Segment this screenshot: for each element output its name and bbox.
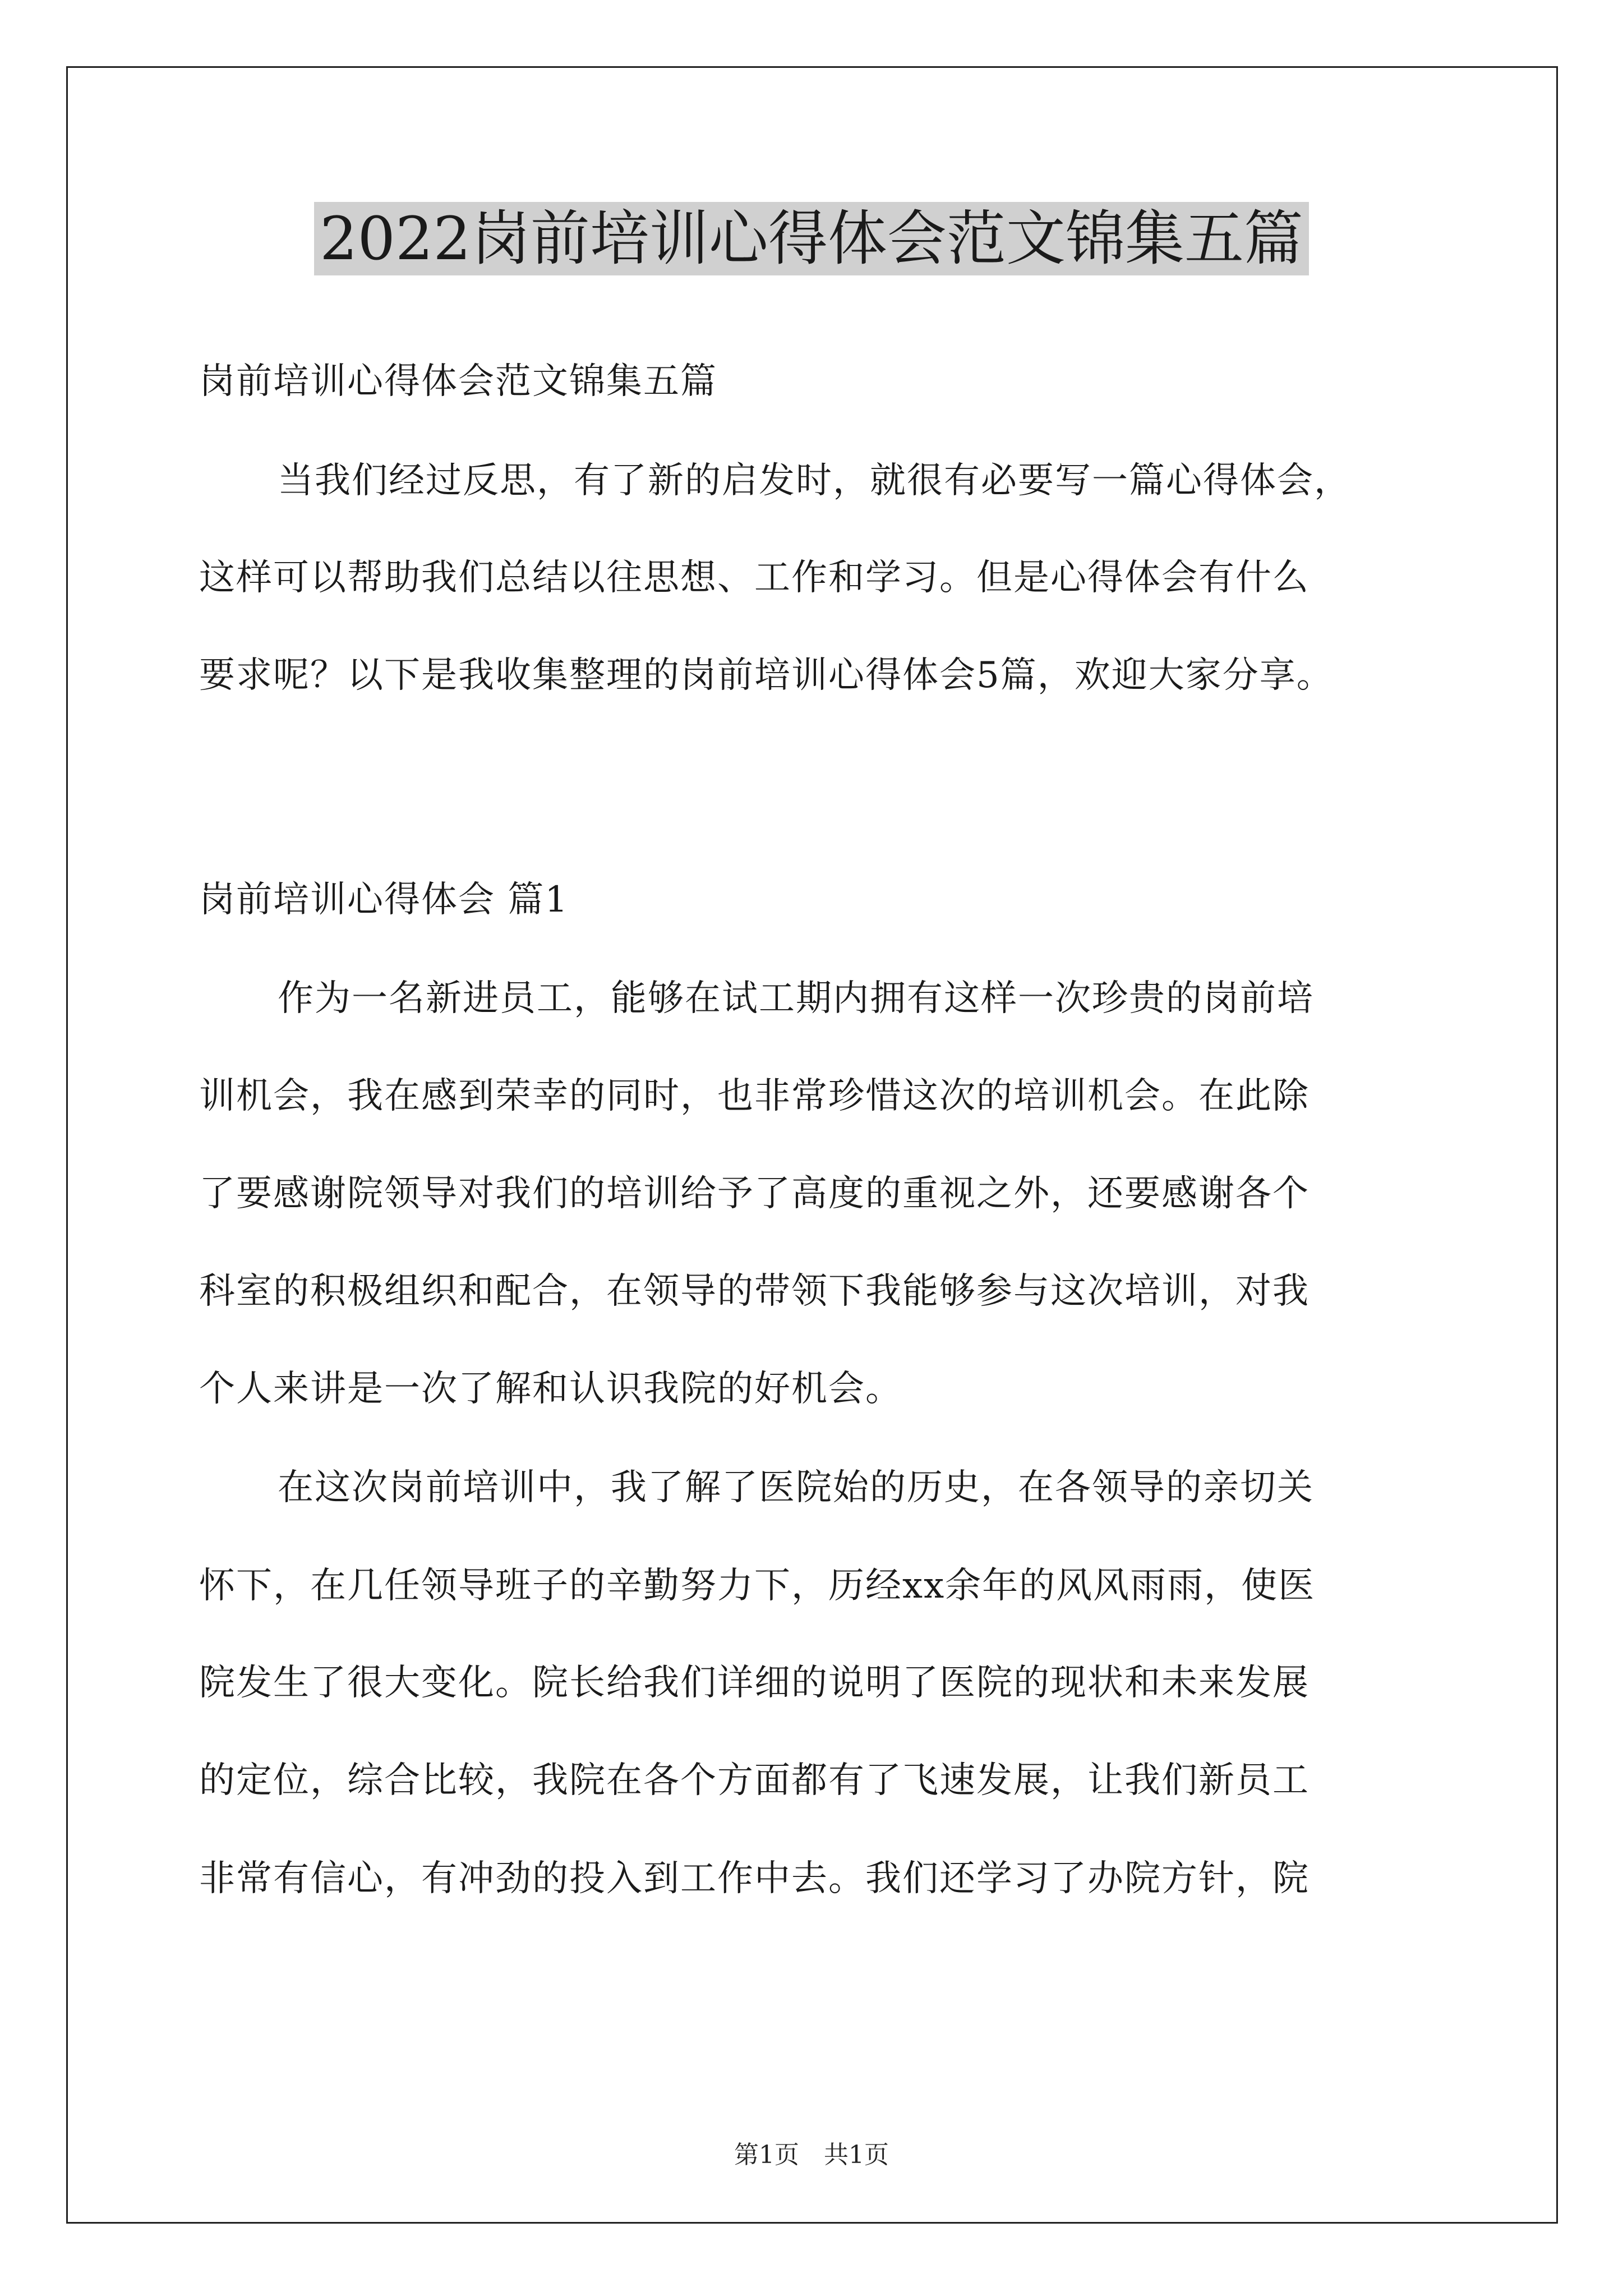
page-footer: 第1页 共1页: [734, 2141, 889, 2169]
text-line: 岗前培训心得体会 篇1: [199, 879, 569, 921]
document-title: [0, 203, 1623, 274]
text-line: 在这次岗前培训中，我了解了医院始的历史，在各领导的亲切关: [278, 1467, 1314, 1508]
text-line: 要求呢？以下是我收集整理的岗前培训心得体会5篇，欢迎大家分享。: [199, 655, 1334, 696]
text-line: 作为一名新进员工，能够在试工期内拥有这样一次珍贵的岗前培: [278, 978, 1314, 1019]
document-title-text: 2022岗前培训心得体会范文锦集五篇: [314, 202, 1309, 275]
text-line: 怀下，在几任领导班子的辛勤努力下，历经xx余年的风风雨雨，使医: [199, 1565, 1316, 1607]
text-line: 了要感谢院领导对我们的培训给予了高度的重视之外，还要感谢各个: [199, 1173, 1310, 1214]
text-line: 训机会，我在感到荣幸的同时，也非常珍惜这次的培训机会。在此除: [199, 1075, 1310, 1117]
text-line: 院发生了很大变化。院长给我们详细的说明了医院的现状和未来发展: [199, 1662, 1310, 1704]
text-line: 个人来讲是一次了解和认识我院的好机会。: [199, 1368, 902, 1410]
text-line: 岗前培训心得体会范文锦集五篇: [199, 361, 717, 402]
text-line: 这样可以帮助我们总结以往思想、工作和学习。但是心得体会有什么: [199, 557, 1310, 599]
text-line: 非常有信心，有冲劲的投入到工作中去。我们还学习了办院方针，院: [199, 1858, 1310, 1899]
text-line: 的定位，综合比较，我院在各个方面都有了飞速发展，让我们新员工: [199, 1760, 1310, 1801]
text-line: 科室的积极组织和配合，在领导的带领下我能够参与这次培训，对我: [199, 1271, 1310, 1312]
text-line: 当我们经过反思，有了新的启发时，就很有必要写一篇心得体会，: [278, 460, 1351, 501]
